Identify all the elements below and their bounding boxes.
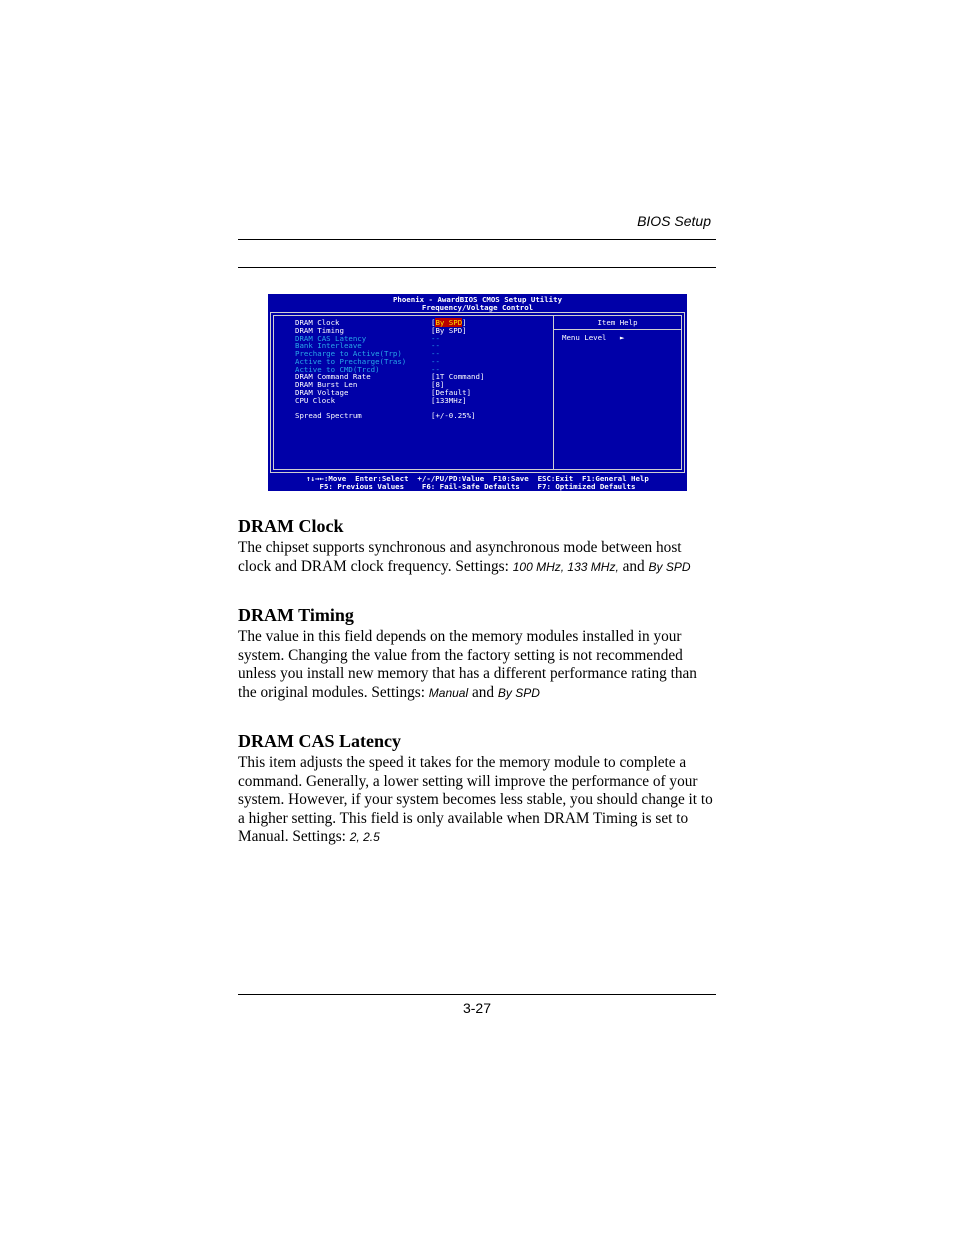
section-body-dram-cas-latency: This item adjusts the speed it takes for the memory module to complete a command. Generally, a lower setting will improve the performance of your system. However, if your system becomes less stable, you should change it to a higher setting. This field is only available when DRAM Timing is set to Manual. Settings: 2, 2.5 [238,754,713,845]
bios-title-line2: Frequency/Voltage Control [421,303,534,312]
bios-item-tras: Active to Precharge(Tras) -- [295,356,440,366]
bios-item-dram-voltage[interactable]: DRAM Voltage [Default] [295,387,472,397]
page-number: 3-27 [462,1000,492,1016]
bios-item-dram-clock[interactable]: DRAM Clock [By SPD] [295,318,467,327]
section-body-dram-clock: The chipset supports synchronous and asynchronous mode between host clock and DRAM clock frequency. Settings: 100 MHz, 133 MHz, and By SPD [238,539,691,575]
bios-item-command-rate[interactable]: DRAM Command Rate [1T Command] [295,372,485,382]
bios-key-legend [268,475,687,491]
bios-item-dram-timing[interactable]: DRAM Timing [By SPD] [295,325,467,335]
bios-item-burst-len[interactable]: DRAM Burst Len [8] [295,380,445,389]
bios-item-spread-spectrum[interactable]: Spread Spectrum [+/-0.25%] [295,411,476,420]
footer-rule [238,994,716,995]
menu-level-label: Menu Level [562,333,607,342]
bios-title-line1: Phoenix - AwardBIOS CMOS Setup Utility [392,295,563,304]
header-rule-top [238,239,716,240]
bios-item-cpu-clock[interactable]: CPU Clock [133MHz] [295,395,467,405]
bios-screenshot [268,294,687,491]
running-header: BIOS Setup [637,213,711,229]
bios-title [268,296,687,312]
section-title-dram-timing: DRAM Timing [238,605,354,625]
bios-menu-level [562,334,624,342]
bios-item-trcd: Active to CMD(Trcd) -- [295,364,440,374]
section-title-dram-clock: DRAM Clock [238,516,344,536]
menu-level-arrow-icon: ► [619,333,625,342]
bios-item-bank-interleave: Bank Interleave -- [295,341,440,351]
bios-help-separator [553,329,681,330]
section-body-dram-timing: The value in this field depends on the memory modules installed in your system. Changing the value from the factory setting is not recommended unless you install new memory that has a different performance rating than the original modules. Settings: Manual and By SPD [238,628,697,701]
bios-key-legend-line2: F5: Previous Values F6: Fail-Safe Defaults F7: Optimized Defaults [319,482,636,491]
bios-help-title: Item Help [597,318,638,327]
header-rule-bottom [238,267,716,268]
bios-panel-divider [553,315,554,470]
bios-item-trp: Precharge to Active(Trp) -- [295,349,440,358]
selected-value: By SPD [435,318,463,327]
section-title-dram-cas-latency: DRAM CAS Latency [238,731,401,751]
bios-settings-list [295,319,550,420]
bios-key-legend-line1: ↑↓→←:Move Enter:Select +/-/PU/PD:Value F10:Save ESC:Exit F1:General Help [306,474,649,483]
bios-item-cas-latency: DRAM CAS Latency -- [295,333,440,343]
